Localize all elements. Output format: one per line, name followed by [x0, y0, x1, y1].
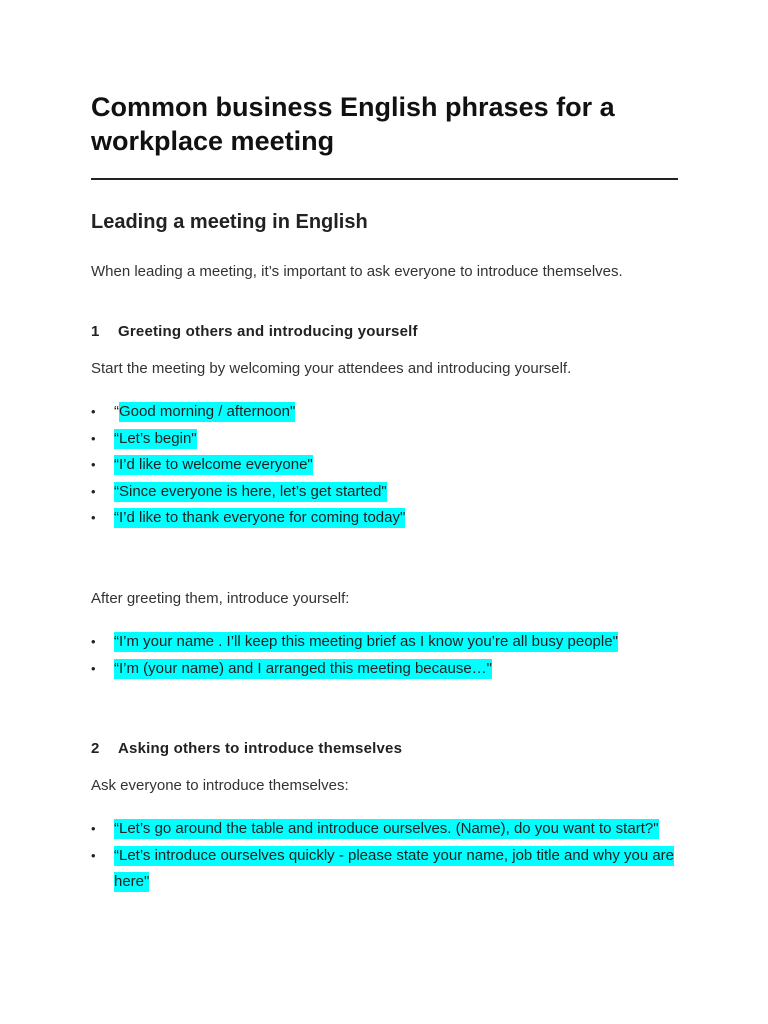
- open-quote: “: [114, 456, 119, 473]
- section-1-number: 1: [91, 323, 100, 340]
- section-2-number: 2: [91, 740, 100, 757]
- section-1-heading: [91, 322, 418, 342]
- section-heading: Leading a meeting in English: [91, 211, 368, 233]
- section-2-text: Ask everyone to introduce themselves:: [91, 777, 349, 794]
- open-quote: “: [114, 509, 119, 526]
- after-greeting-text: After greeting them, introduce yourself:: [91, 590, 350, 607]
- list-item: [91, 816, 681, 843]
- page-title: Common business English phrases for a workplace meeting: [91, 92, 615, 156]
- bullet-icon: •: [91, 430, 96, 446]
- highlighted-phrase: Good morning / afternoon": [119, 403, 296, 420]
- section-1-title: Greeting others and introducing yourself: [118, 323, 418, 340]
- bullet-icon: •: [91, 404, 96, 419]
- list-item: [91, 479, 681, 506]
- section-2-heading: [91, 739, 402, 759]
- list-item: [91, 399, 681, 426]
- highlighted-phrase: Let’s begin": [119, 429, 197, 447]
- section-2-title: Asking others to introduce themselves: [118, 740, 403, 757]
- list-item: [91, 629, 681, 656]
- open-quote: “: [114, 429, 119, 447]
- highlighted-phrase: I’d like to thank everyone for coming today": [119, 509, 406, 526]
- intro-paragraph: When leading a meeting, it’s important to ask everyone to introduce themselves.: [91, 263, 623, 280]
- list-item: [91, 656, 681, 683]
- bullet-icon: •: [91, 634, 96, 649]
- title-divider: [91, 178, 678, 180]
- introduce-yourself-list: [91, 629, 681, 682]
- list-item: [91, 426, 681, 453]
- bullet-icon: •: [91, 821, 96, 836]
- highlighted-phrase: I’d like to welcome everyone": [119, 456, 313, 473]
- highlighted-phrase: “Let’s go around the table and introduce ourselves. (Name), do you want to start?": [114, 820, 659, 837]
- highlighted-phrase: “I’m your name . I’ll keep this meeting brief as I know you’re all busy people": [114, 633, 618, 650]
- highlighted-phrase: Since everyone is here, let’s get started": [119, 482, 387, 500]
- bullet-icon: •: [91, 660, 96, 676]
- list-item: [91, 452, 681, 479]
- bullet-icon: •: [91, 457, 96, 472]
- list-item: [91, 843, 681, 896]
- introduce-others-list: [91, 816, 681, 896]
- bullet-icon: •: [91, 847, 96, 863]
- highlighted-phrase: “I’m (your name) and I arranged this meeting because…": [114, 659, 493, 677]
- highlighted-phrase: “Let’s introduce ourselves quickly - please state your name, job title and why you are here": [114, 846, 675, 890]
- list-item: [91, 505, 681, 532]
- section-1-text: Start the meeting by welcoming your attendees and introducing yourself.: [91, 360, 572, 377]
- greeting-phrase-list: [91, 399, 681, 532]
- open-quote: “: [114, 403, 119, 420]
- bullet-icon: •: [91, 510, 96, 525]
- bullet-icon: •: [91, 483, 96, 499]
- open-quote: “: [114, 482, 119, 500]
